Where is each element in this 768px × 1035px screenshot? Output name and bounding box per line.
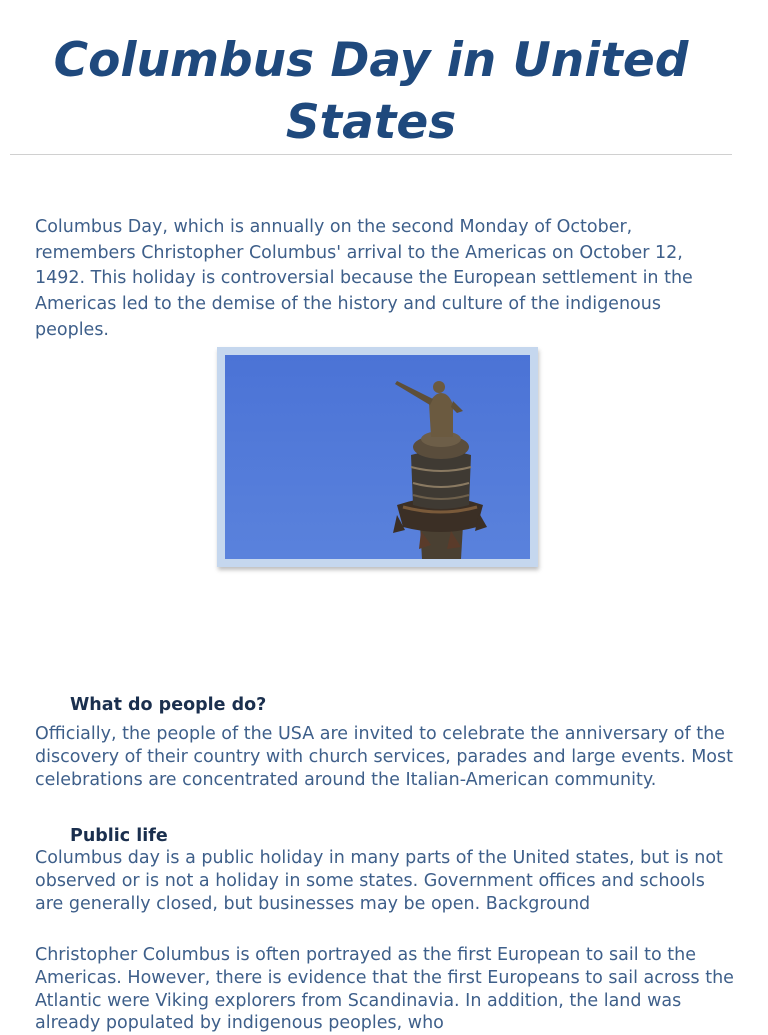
section-paragraph-background: Christopher Columbus is often portrayed as the first European to sail to the Americas. However, there is evidence that the first Europeans to sail across the Atlantic were Viking explorers from Scandinavia. In addition, the land was already populated by indigenous peoples, who — [35, 945, 734, 1034]
section-heading-what-people-do: What do people do? — [70, 695, 267, 715]
section-paragraph-what-people-do: Officially, the people of the USA are invited to celebrate the anniversary of the discovery of their country with church services, parades and large events. Most celebrations are concentrated around the Italian-American community. — [35, 724, 733, 790]
intro-paragraph: Columbus Day, which is annually on the second Monday of October, remembers Christopher Columbus' arrival to the Americas on October 12, 1492. This holiday is controversial because the European settlement in the Americas led to the demise of the history and culture of the indigenous peoples. — [35, 217, 693, 340]
columbus-statue-image — [225, 355, 530, 559]
section-paragraph-public-life: Columbus day is a public holiday in many parts of the United states, but is not observed or is not a holiday in some states. Government offices and schools are generally closed, but businesses may be open. Background — [35, 848, 723, 914]
title-divider — [10, 154, 732, 155]
section-heading-public-life: Public life — [70, 826, 168, 846]
page-title: Columbus Day in United States — [53, 33, 689, 150]
columbus-monument-photo — [217, 347, 538, 567]
